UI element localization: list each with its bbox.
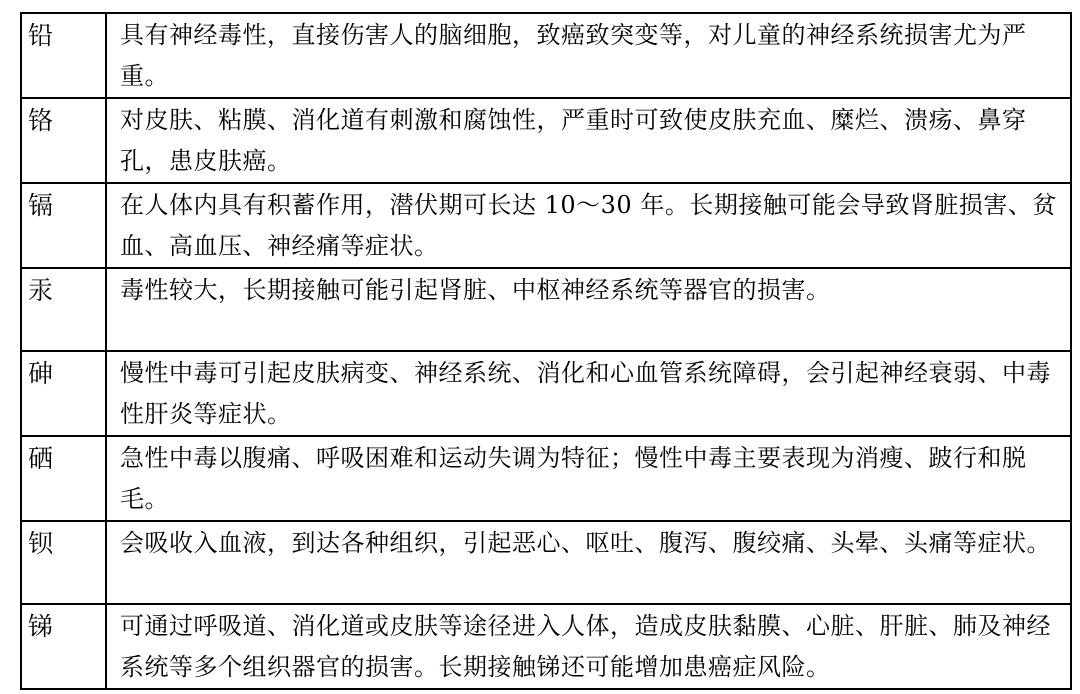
toxicity-description-cell: 可通过呼吸道、消化道或皮肤等途径进入人体，造成皮肤黏膜、心脏、肝脏、肺及神经系统等多个组织器官的损害。长期接触锑还可能增加患癌症风险。	[106, 604, 1071, 689]
toxicity-description-cell: 对皮肤、粘膜、消化道有刺激和腐蚀性，严重时可致使皮肤充血、糜烂、溃疡、鼻穿孔，患皮肤癌。	[106, 98, 1071, 183]
toxicity-description-cell: 毒性较大，长期接触可能引起肾脏、中枢神经系统等器官的损害。	[106, 268, 1071, 351]
table-row	[21, 604, 1071, 689]
toxicity-description-cell: 在人体内具有积蓄作用，潜伏期可长达 10～30 年。长期接触可能会导致肾脏损害、贫血、高血压、神经痛等症状。	[106, 183, 1071, 268]
table-row	[21, 98, 1071, 183]
element-name-cell: 砷	[21, 351, 106, 436]
table-row	[21, 13, 1071, 98]
toxicity-description-cell: 急性中毒以腹痛、呼吸困难和运动失调为特征；慢性中毒主要表现为消瘦、跛行和脱毛。	[106, 436, 1071, 521]
element-name-cell: 铅	[21, 13, 106, 98]
table-row	[21, 268, 1071, 351]
element-name-cell: 镉	[21, 183, 106, 268]
element-name-cell: 汞	[21, 268, 106, 351]
heavy-metal-toxicity-table	[20, 12, 1072, 690]
element-name-cell: 锑	[21, 604, 106, 689]
toxicity-description-cell: 具有神经毒性，直接伤害人的脑细胞，致癌致突变等，对儿童的神经系统损害尤为严重。	[106, 13, 1071, 98]
table-row	[21, 436, 1071, 521]
toxicity-description-cell: 会吸收入血液，到达各种组织，引起恶心、呕吐、腹泻、腹绞痛、头晕、头痛等症状。	[106, 521, 1071, 604]
element-name-cell: 钡	[21, 521, 106, 604]
table-row	[21, 351, 1071, 436]
element-name-cell: 铬	[21, 98, 106, 183]
table-row	[21, 183, 1071, 268]
element-name-cell: 硒	[21, 436, 106, 521]
toxicity-description-cell: 慢性中毒可引起皮肤病变、神经系统、消化和心血管系统障碍，会引起神经衰弱、中毒性肝炎等症状。	[106, 351, 1071, 436]
table-row	[21, 521, 1071, 604]
